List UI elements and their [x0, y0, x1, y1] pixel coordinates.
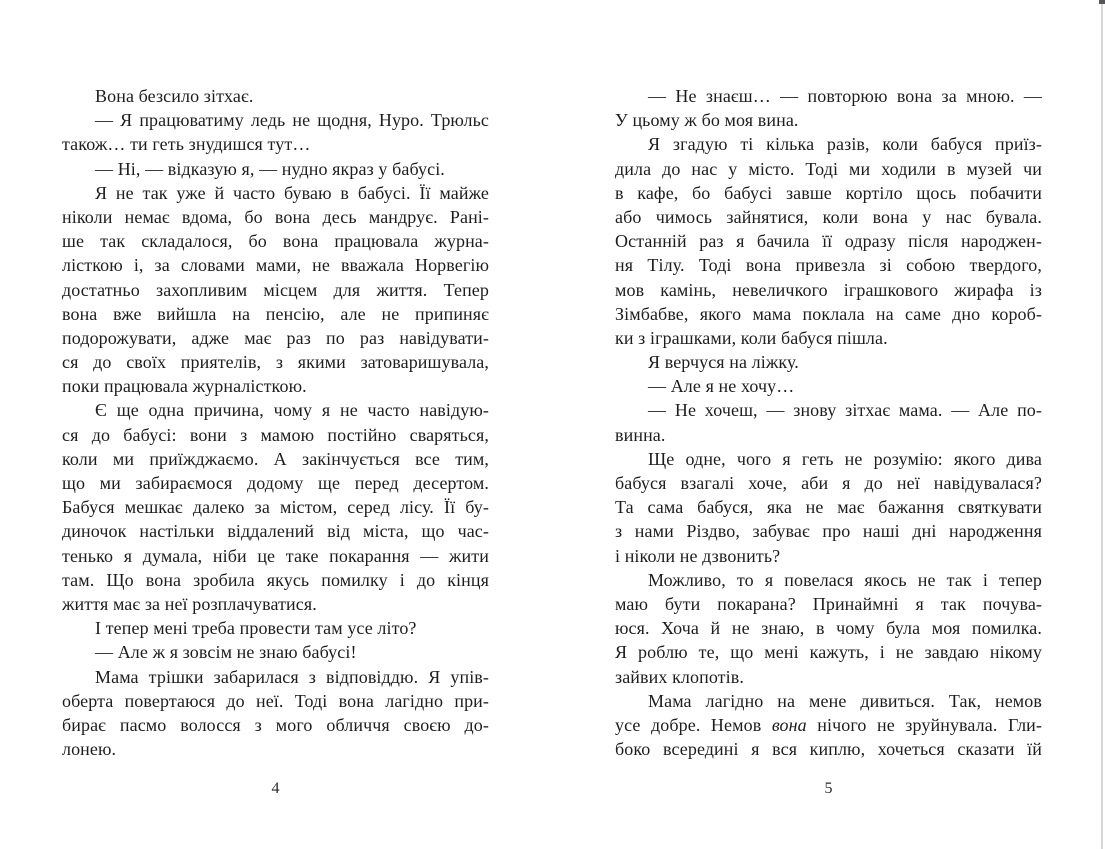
- page-left-text: [62, 84, 489, 761]
- text-line: або чимось зайнятися, коли вона у нас бувала.: [615, 206, 1042, 227]
- text-line: Я згадую ті кілька разів, коли бабуся приїз-: [648, 134, 1042, 155]
- text-line: У цьому ж бо моя вина.: [615, 110, 799, 131]
- text-line: боко всередині я вся киплю, хочеться сказати їй: [615, 739, 1042, 760]
- text-line: бабуся взагалі хоче, аби я до неї навідувалася?: [615, 473, 1042, 493]
- text-line: Останній раз я бачила її одразу після народжен-: [615, 231, 1042, 252]
- text-line: життя має за неї розплачуватися.: [62, 593, 317, 614]
- text-line: лісткою і, за словами мами, не вважала Норвегію: [62, 255, 489, 276]
- page-number-left: 4: [271, 780, 280, 797]
- text-line: — Ні, — відказую я, — нудно якраз у бабусі.: [95, 158, 445, 179]
- text-line: лонею.: [62, 739, 117, 760]
- text-line: Мама трішки забарилася з відповіддю. Я упів-: [95, 666, 489, 687]
- text-line: Бабуся мешкає далеко за містом, серед лісу. Її бу-: [62, 497, 489, 518]
- text-line: — Але я не хочу…: [648, 376, 795, 397]
- text-line: диночок настільки віддалений від міста, що час-: [62, 521, 489, 542]
- text-line: ки з іграшками, коли бабуся пішла.: [615, 327, 888, 348]
- text-line: зайвих клопотів.: [615, 666, 744, 687]
- text-line: Вона безсило зітхає.: [95, 86, 254, 106]
- text-line: що ми забираємося додому ще перед десертом.: [62, 473, 489, 493]
- text-line: там. Що вона зробила якусь помилку і до кінця: [62, 569, 489, 590]
- scrollbar-thumb[interactable]: [1099, 0, 1105, 4]
- text-line: коли ми приїжджаємо. А закінчується все тим,: [62, 448, 489, 469]
- text-line: бирає пасмо волосся з мого обличчя своєю до-: [62, 714, 489, 735]
- text-line: — Але ж я зовсім не знаю бабусі!: [95, 642, 357, 663]
- page-number-right: 5: [824, 780, 833, 797]
- scrollbar-track[interactable]: [1101, 0, 1103, 849]
- text-line: юся. Хоча й не знаю, в чому була моя помилка.: [615, 618, 1042, 639]
- text-line: винна.: [615, 424, 666, 445]
- text-line: Та сама бабуся, яка не має бажання святкувати: [615, 497, 1042, 518]
- text-line: Я не так уже й часто буваю в бабусі. Її майже: [95, 182, 489, 203]
- text-line: ше так складалося, бо вона працювала журна-: [62, 231, 489, 252]
- text-line: достатньо захопливим місцем для життя. Тепер: [62, 279, 489, 300]
- text-line: тенько я думала, ніби це таке покарання — жити: [62, 545, 489, 566]
- text-line: Зімбабве, якого мама поклала на саме дно короб-: [615, 303, 1042, 324]
- text-line: Мама лагідно на мене дивиться. Так, немов: [648, 690, 1042, 711]
- text-line: ся до своїх приятелів, з якими затоваришувала,: [62, 352, 489, 373]
- text-line: подорожувати, адже має раз по раз навідувати-: [62, 327, 489, 348]
- text-line: в кафе, бо бабусі завше кортіло щось побачити: [615, 182, 1042, 203]
- text-line: ся до бабусі: вони з мамою постійно сваряться,: [62, 424, 489, 445]
- text-line: Можливо, то я повелася якось не так і тепер: [648, 569, 1042, 590]
- page-right-text: [615, 84, 1042, 761]
- text-line: І тепер мені треба провести там усе літо?: [95, 618, 417, 639]
- text-line: Ще одне, чого я геть не розумію: якого дива: [648, 448, 1042, 469]
- text-line: з нами Різдво, забуває про наші дні народження: [615, 521, 1042, 542]
- text-line: ня Тілу. Тоді вона привезла зі собою твердого,: [615, 255, 1042, 276]
- text-line: дила до нас у місто. Тоді ми ходили в музей чи: [615, 158, 1042, 179]
- text-line: ніколи немає вдома, бо вона десь мандрує. Рані-: [62, 206, 489, 227]
- text-line: Є ще одна причина, чому я не часто навідую-: [95, 400, 489, 421]
- text-line: також… ти геть знудишся тут…: [62, 134, 311, 155]
- text-line: — Не хочеш, — знову зітхає мама. — Але по-: [648, 400, 1042, 421]
- text-line: поки працювала журналісткою.: [62, 376, 307, 397]
- text-line: і ніколи не дзвонить?: [615, 545, 781, 566]
- text-line: вона вже вийшла на пенсію, але не припиняє: [62, 303, 489, 324]
- text-line: оберта повертаюся до неї. Тоді вона лагідно при-: [62, 690, 489, 711]
- text-line: усе добре. Немов вона нічого не зруйнувала. Гли-: [615, 714, 1042, 735]
- text-line: маю бути покарана? Принаймні я так почува-: [615, 593, 1042, 614]
- text-line: — Я працюватиму ледь не щодня, Нуро. Трюльс: [95, 110, 489, 131]
- text-line: Я роблю те, що мені кажуть, і не завдаю нікому: [615, 642, 1042, 663]
- text-line: Я верчуся на ліжку.: [648, 352, 799, 373]
- text-line: мов камінь, невеличкого іграшкового жирафа із: [615, 279, 1042, 300]
- text-line: — Не знаєш… — повторюю вона за мною. —: [648, 86, 1042, 106]
